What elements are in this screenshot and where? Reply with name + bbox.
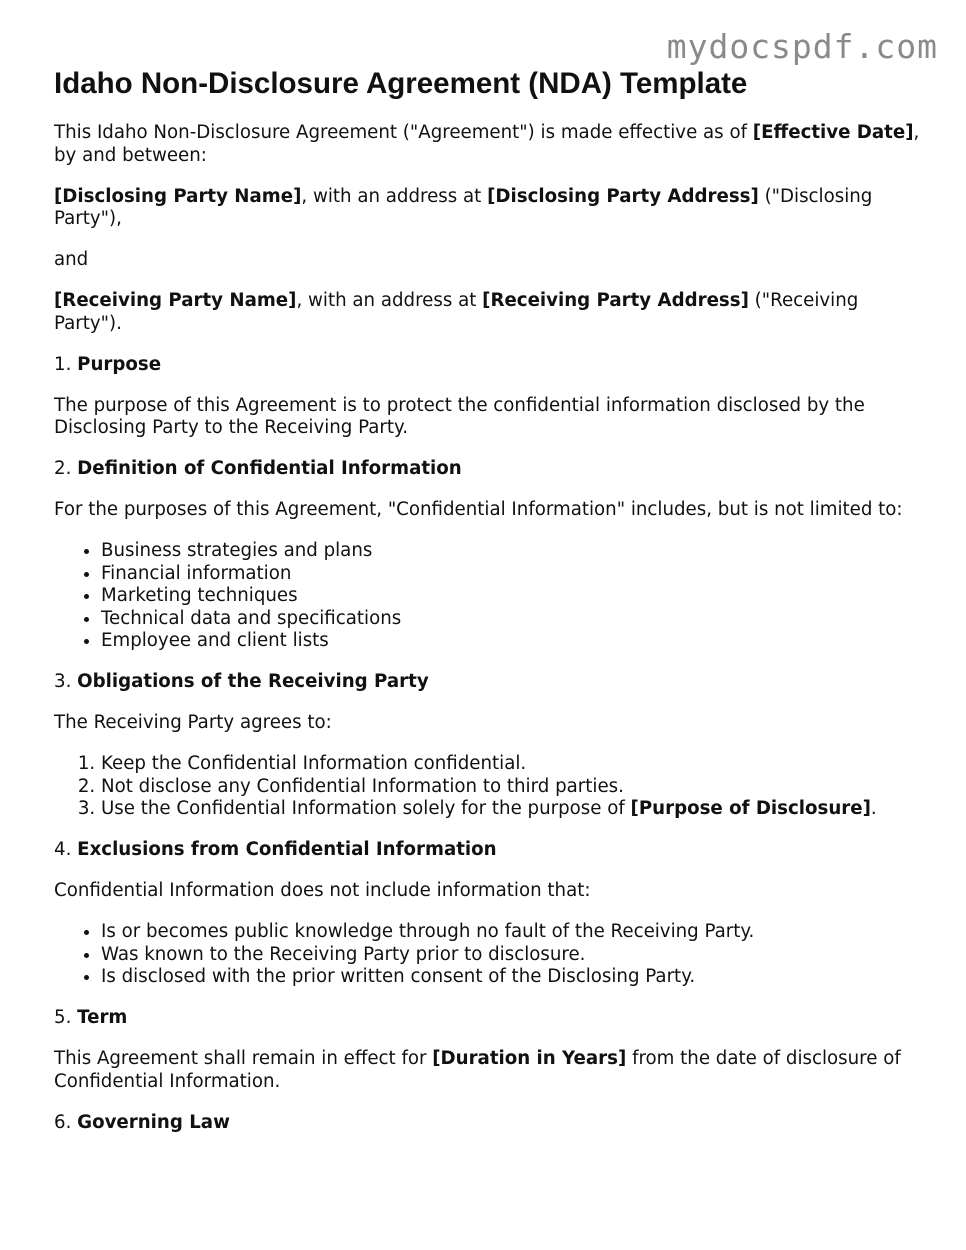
list-item: 1. Keep the Confidential Information confidential.	[101, 753, 924, 776]
section-4-heading	[54, 839, 924, 862]
disclosing-party-address: [Disclosing Party Address]	[487, 185, 759, 207]
section-title: Obligations of the Receiving Party	[77, 671, 429, 692]
section-4-body: Confidential Information does not include information that:	[54, 880, 591, 901]
list-item-text: Use the Confidential Information solely for the purpose of	[101, 798, 631, 819]
effective-date-placeholder: [Effective Date]	[752, 122, 914, 143]
section-1-body: The purpose of this Agreement is to protect the confidential information disclosed by the Disclosing Party to the Receiving Party.	[54, 394, 865, 438]
list-item: • Business strategies and plans	[101, 540, 924, 563]
section-number: 4.	[54, 839, 78, 860]
section-title: Definition of Confidential Information	[77, 458, 462, 479]
list-item	[101, 798, 924, 821]
intro-paragraph	[54, 122, 924, 167]
disclosing-text-end: ("Disclosing Party"),	[54, 185, 873, 229]
list-item: • Is disclosed with the prior written consent of the Disclosing Party.	[101, 966, 924, 989]
document-title: Idaho Non-Disclosure Agreement (NDA) Template	[54, 67, 748, 100]
receiving-party-paragraph	[54, 290, 924, 335]
section-title: Exclusions from Confidential Information	[77, 839, 497, 860]
document	[54, 66, 924, 1153]
list-item: • Marketing techniques	[101, 585, 924, 608]
section-number: 6.	[54, 1111, 78, 1133]
watermark: mydocspdf.com	[666, 27, 938, 66]
disclosing-party-paragraph	[54, 186, 924, 231]
disclosing-party-name: [Disclosing Party Name]	[54, 185, 302, 207]
section-title: Term	[77, 1007, 128, 1028]
duration-placeholder: [Duration in Years]	[432, 1048, 627, 1069]
confidential-info-list	[54, 540, 924, 653]
intro-text: This Idaho Non-Disclosure Agreement ("Agreement") is made effective as of	[54, 122, 753, 143]
disclosing-text: , with an address at	[301, 185, 488, 207]
purpose-placeholder: [Purpose of Disclosure]	[630, 798, 871, 819]
section-2-heading	[54, 458, 924, 481]
intro-text-end: , by and between:	[54, 122, 920, 166]
section-title: Governing Law	[77, 1111, 230, 1133]
section-1-heading	[54, 354, 924, 377]
term-text-end: from the date of disclosure of Confidential Information.	[54, 1048, 901, 1092]
section-2-body: For the purposes of this Agreement, "Confidential Information" includes, but is not limited to:	[54, 499, 903, 520]
receiving-text-end: ("Receiving Party").	[54, 290, 859, 334]
section-6-heading	[54, 1112, 924, 1135]
receiving-text: , with an address at	[296, 290, 483, 311]
section-number: 2.	[54, 458, 78, 479]
and-text: and	[54, 249, 89, 270]
receiving-party-address: [Receiving Party Address]	[482, 290, 749, 311]
section-3-body: The Receiving Party agrees to:	[54, 712, 332, 733]
list-item: • Is or becomes public knowledge through no fault of the Receiving Party.	[101, 921, 924, 944]
section-3-heading	[54, 671, 924, 694]
list-item: • Employee and client lists	[101, 630, 924, 653]
section-number: 3.	[54, 671, 78, 692]
section-5-body	[54, 1048, 924, 1093]
term-text: This Agreement shall remain in effect for	[54, 1048, 433, 1069]
list-item: 2. Not disclose any Confidential Information to third parties.	[101, 776, 924, 799]
list-item: • Was known to the Receiving Party prior to disclosure.	[101, 944, 924, 967]
section-title: Purpose	[77, 353, 162, 375]
section-number: 5.	[54, 1007, 78, 1028]
list-item-text-end: .	[870, 798, 877, 819]
exclusions-list	[54, 921, 924, 989]
list-item: • Financial information	[101, 563, 924, 586]
obligations-list	[54, 753, 924, 821]
list-item: • Technical data and specifications	[101, 608, 924, 631]
receiving-party-name: [Receiving Party Name]	[54, 290, 297, 311]
section-5-heading	[54, 1007, 924, 1030]
section-number: 1.	[54, 353, 78, 375]
